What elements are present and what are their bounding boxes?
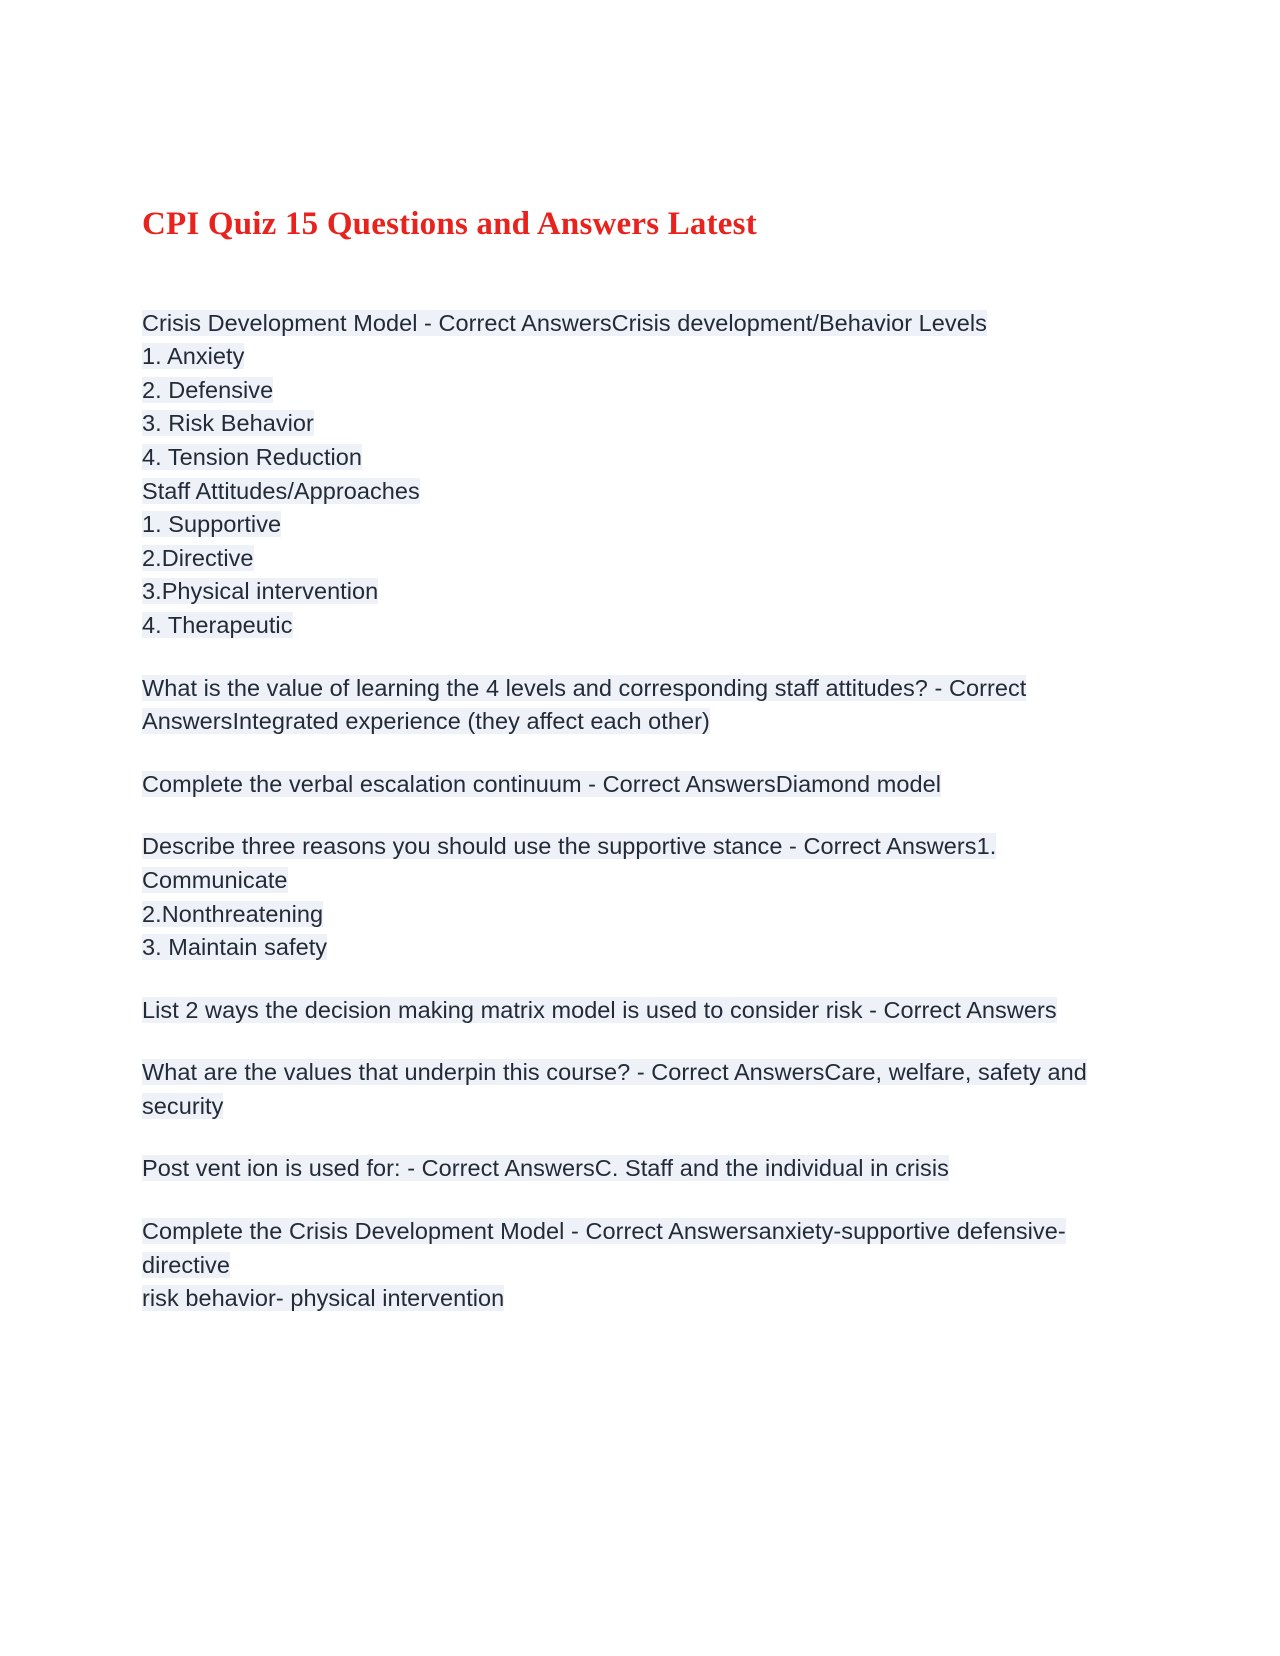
document-line [142, 542, 1140, 576]
document-line [142, 407, 1140, 441]
document-block-verbal-escalation-continuum [142, 768, 1140, 802]
document-block-crisis-development-model [142, 307, 1140, 643]
document-line [142, 609, 1140, 643]
highlighted-text: 3. Maintain safety [142, 934, 328, 961]
document-line [142, 994, 1140, 1028]
highlighted-text: Post vent ion is used for: - Correct AnswersC. Staff and the individual in crisis [142, 1155, 949, 1182]
highlighted-text: 2.Nonthreatening [142, 900, 324, 927]
highlighted-text: List 2 ways the decision making matrix model is used to consider risk - Correct Answers [142, 996, 1057, 1023]
document-line [142, 830, 1140, 897]
highlighted-text: Crisis Development Model - Correct AnswersCrisis development/Behavior Levels [142, 309, 987, 336]
document-line [142, 931, 1140, 965]
document-line [142, 768, 1140, 802]
highlighted-text: 3. Risk Behavior [142, 410, 314, 437]
document-block-supportive-stance-reasons [142, 830, 1140, 964]
document-block-post-vention-use [142, 1152, 1140, 1186]
highlighted-text: 2.Directive [142, 544, 254, 571]
document-block-complete-crisis-development-model [142, 1215, 1140, 1316]
highlighted-text: 3.Physical intervention [142, 578, 379, 605]
highlighted-text: What is the value of learning the 4 levels and corresponding staff attitudes? - Correct AnswersIntegrated experience (they affect each other) [142, 674, 1027, 735]
highlighted-text: risk behavior- physical intervention [142, 1285, 505, 1312]
document-line [142, 441, 1140, 475]
highlighted-text: Complete the Crisis Development Model - Correct Answersanxiety-supportive defensive-directive [142, 1218, 1066, 1278]
document-line [142, 575, 1140, 609]
document-block-decision-making-matrix [142, 994, 1140, 1028]
highlighted-text: 2. Defensive [142, 376, 274, 403]
document-line [142, 508, 1140, 542]
document-body [142, 307, 1140, 1316]
document-line [142, 374, 1140, 408]
highlighted-text: 4. Therapeutic [142, 611, 293, 638]
page-title: CPI Quiz 15 Questions and Answers Latest [142, 206, 757, 242]
document-block-course-values [142, 1056, 1140, 1123]
document-line [142, 340, 1140, 374]
document-line [142, 1056, 1140, 1123]
highlighted-text: Describe three reasons you should use the supportive stance - Correct Answers1. Communicate [142, 833, 997, 893]
document-line [142, 672, 1140, 739]
document-line [142, 475, 1140, 509]
highlighted-text: Complete the verbal escalation continuum - Correct AnswersDiamond model [142, 770, 942, 797]
highlighted-text: Staff Attitudes/Approaches [142, 477, 420, 504]
highlighted-text: 1. Anxiety [142, 343, 245, 370]
highlighted-text: 1. Supportive [142, 511, 282, 538]
document-line [142, 1215, 1140, 1282]
document-line [142, 1282, 1140, 1316]
document-block-value-of-learning-four-levels [142, 672, 1140, 739]
highlighted-text: What are the values that underpin this course? - Correct AnswersCare, welfare, safety and security [142, 1059, 1087, 1119]
document-line [142, 307, 1140, 341]
document-line [142, 1152, 1140, 1186]
highlighted-text: 4. Tension Reduction [142, 443, 363, 470]
document-line [142, 898, 1140, 932]
